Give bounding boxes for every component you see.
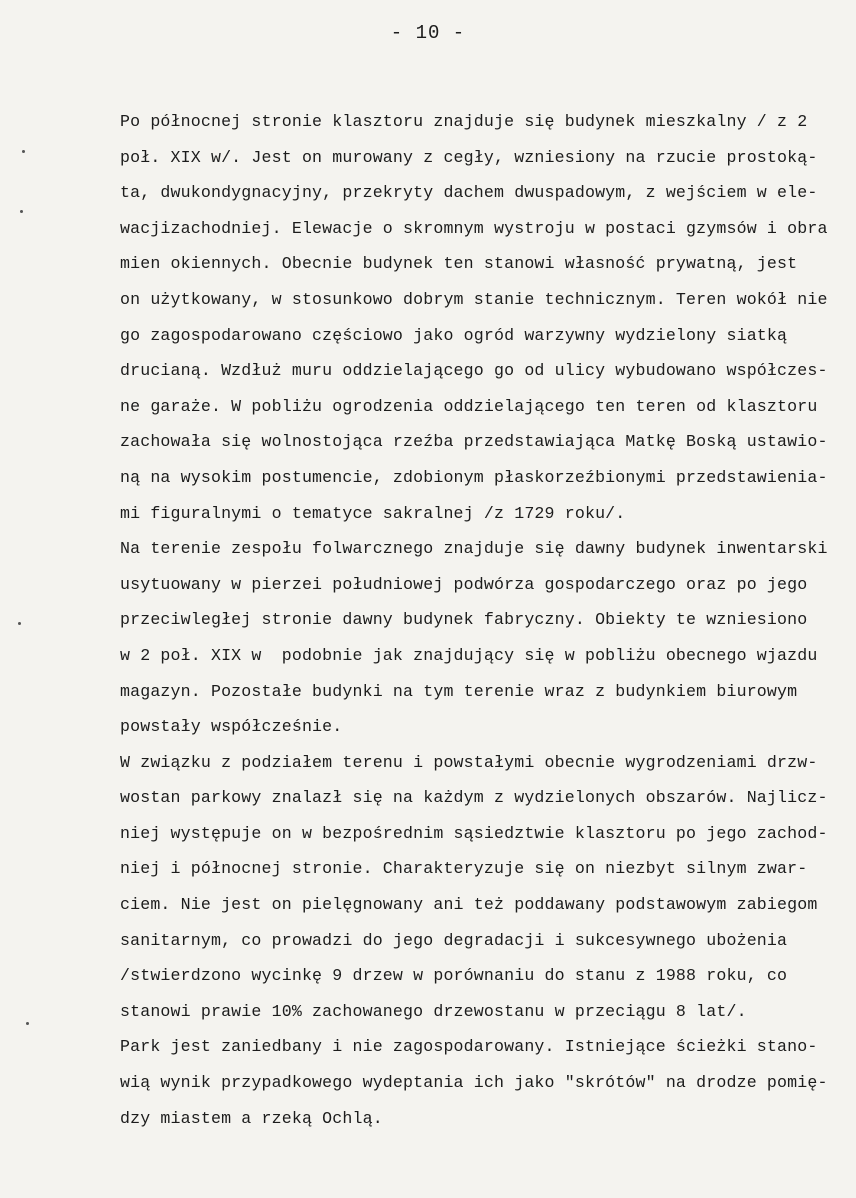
text-line: Po północnej stronie klasztoru znajduje się budynek mieszkalny / z 2 bbox=[120, 112, 808, 131]
margin-mark bbox=[26, 1022, 29, 1025]
text-line: ne garaże. W pobliżu ogrodzenia oddzielającego ten teren od klasztoru bbox=[120, 396, 818, 416]
text-line: niej i północnej stronie. Charakteryzuje się on niezbyt silnym zwar- bbox=[120, 859, 808, 879]
margin-mark bbox=[22, 150, 25, 153]
text-line: poł. XIX w/. Jest on murowany z cegły, wzniesiony na rzucie prostoką- bbox=[120, 147, 818, 167]
text-line: zachowała się wolnostojąca rzeźba przedstawiająca Matkę Boską ustawio- bbox=[120, 432, 828, 452]
text-line: Na terenie zespołu folwarcznego znajduje się dawny budynek inwentarski bbox=[120, 539, 828, 559]
text-line: ta, dwukondygnacyjny, przekryty dachem dwuspadowym, z wejściem w ele- bbox=[120, 183, 818, 203]
text-line: ną na wysokim postumencie, zdobionym płaskorzeźbionymi przedstawienia- bbox=[120, 467, 828, 487]
text-line: stanowi prawie 10% zachowanego drzewostanu w przeciągu 8 lat/. bbox=[120, 1001, 747, 1021]
text-line: mi figuralnymi o tematyce sakralnej /z 1729 roku/. bbox=[120, 503, 626, 523]
text-line: dzy miastem a rzeką Ochlą. bbox=[120, 1108, 383, 1128]
text-line: on użytkowany, w stosunkowo dobrym stanie technicznym. Teren wokół nie bbox=[120, 289, 828, 309]
text-line: wią wynik przypadkowego wydeptania ich jako "skrótów" na drodze pomię- bbox=[120, 1073, 828, 1093]
text-line: powstały współcześnie. bbox=[120, 717, 343, 737]
text-line: niej występuje on w bezpośrednim sąsiedztwie klasztoru po jego zachod- bbox=[120, 823, 828, 843]
text-line: drucianą. Wzdłuż muru oddzielającego go od ulicy wybudowano współczes- bbox=[120, 361, 828, 381]
text-line: mien okiennych. Obecnie budynek ten stanowi własność prywatną, jest bbox=[120, 254, 798, 274]
text-line: go zagospodarowano częściowo jako ogród warzywny wydzielony siatką bbox=[120, 325, 788, 345]
text-line: Park jest zaniedbany i nie zagospodarowany. Istniejące ścieżki stano- bbox=[120, 1037, 818, 1057]
text-line: w 2 poł. XIX w podobnie jak znajdujący się w pobliżu obecnego wjazdu bbox=[120, 645, 818, 665]
text-line: usytuowany w pierzei południowej podwórza gospodarczego oraz po jego bbox=[120, 574, 808, 594]
text-line: wostan parkowy znalazł się na każdym z wydzielonych obszarów. Najlicz- bbox=[120, 788, 828, 808]
text-line: W związku z podziałem terenu i powstałymi obecnie wygrodzeniami drzw- bbox=[120, 752, 818, 772]
margin-mark bbox=[18, 622, 21, 625]
text-line: /stwierdzono wycinkę 9 drzew w porównaniu do stanu z 1988 roku, co bbox=[120, 966, 788, 986]
page-number: - 10 - bbox=[390, 22, 466, 44]
text-line: wacjizachodniej. Elewacje o skromnym wystroju w postaci gzymsów i obra bbox=[120, 218, 828, 238]
document-body bbox=[120, 104, 850, 1136]
margin-mark bbox=[20, 210, 23, 213]
text-line: ciem. Nie jest on pielęgnowany ani też poddawany podstawowym zabiegom bbox=[120, 895, 818, 915]
text-line: magazyn. Pozostałe budynki na tym terenie wraz z budynkiem biurowym bbox=[120, 681, 798, 701]
text-line: sanitarnym, co prowadzi do jego degradacji i sukcesywnego ubożenia bbox=[120, 930, 788, 950]
text-line: przeciwległej stronie dawny budynek fabryczny. Obiekty te wzniesiono bbox=[120, 610, 808, 630]
